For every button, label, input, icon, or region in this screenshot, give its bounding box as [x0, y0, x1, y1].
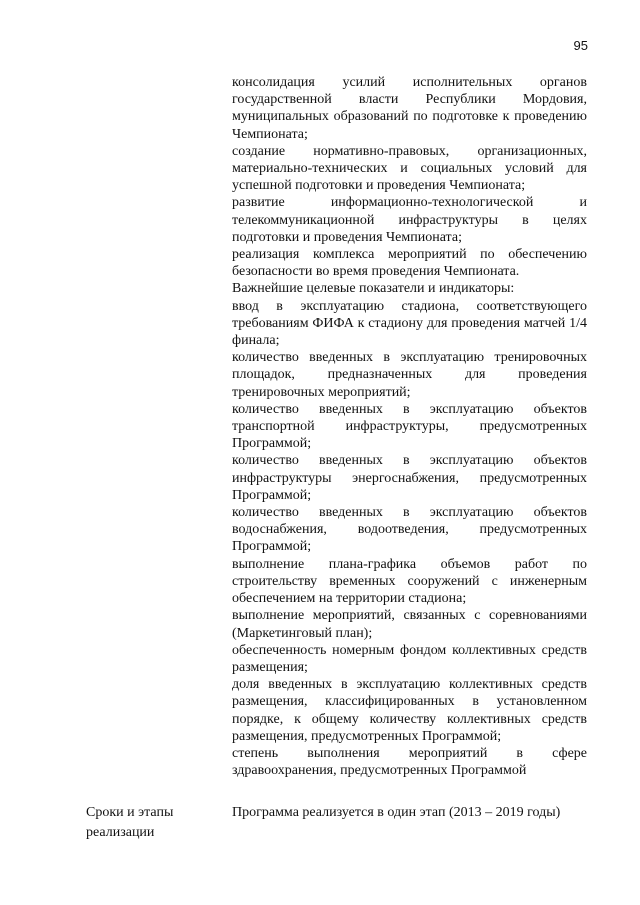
timeline-label: Сроки и этапы реализации	[86, 805, 174, 840]
paragraph: обеспеченность номерным фондом коллективных средств размещения;	[232, 642, 587, 675]
program-goals-text	[232, 74, 587, 779]
paragraph: выполнение мероприятий, связанных с соревнованиями (Маркетинговый план);	[232, 608, 587, 641]
paragraph: консолидация усилий исполнительных органов государственной власти Республики Мордовия, муниципальных образований по подготовке к проведению Чемпионата;	[232, 75, 587, 142]
paragraph: количество введенных в эксплуатацию тренировочных площадок, предназначенных для проведения тренировочных мероприятий;	[232, 350, 587, 400]
paragraph: развитие информационно-технологической и телекоммуникационной инфраструктуры в целях подготовки и проведения Чемпионата;	[232, 195, 587, 245]
paragraph: ввод в эксплуатацию стадиона, соответствующего требованиям ФИФА к стадиону для проведения матчей 1/4 финала;	[232, 298, 587, 349]
paragraph: создание нормативно-правовых, организационных, материально-технических и социальных условий для успешной подготовки и проведения Чемпионата;	[232, 143, 587, 194]
paragraph: количество введенных в эксплуатацию объектов инфраструктуры энергоснабжения, предусмотренных Программой;	[232, 453, 587, 503]
page-number: 95	[573, 38, 588, 53]
timeline-value: Программа реализуется в один этап (2013 – 2019 годы)	[232, 805, 561, 820]
paragraph: выполнение плана-графика объемов работ по строительству временных сооружений с инженерным обеспечением на территории стадиона;	[232, 556, 587, 607]
indicators-heading: Важнейшие целевые показатели и индикаторы:	[232, 281, 515, 297]
paragraph: количество введенных в эксплуатацию объектов водоснабжения, водоотведения, предусмотренных Программой;	[232, 505, 587, 555]
paragraph: степень выполнения мероприятий в сфере здравоохранения, предусмотренных Программой	[232, 745, 587, 779]
paragraph: доля введенных в эксплуатацию коллективных средств размещения, классифицированных в установленном порядке, к общему количеству коллективных средств размещения, предусмотренных Программой;	[232, 677, 587, 744]
paragraph: реализация комплекса мероприятий по обеспечению безопасности во время проведения Чемпионата.	[232, 247, 587, 280]
paragraph: количество введенных в эксплуатацию объектов транспортной инфраструктуры, предусмотренных Программой;	[232, 401, 587, 452]
